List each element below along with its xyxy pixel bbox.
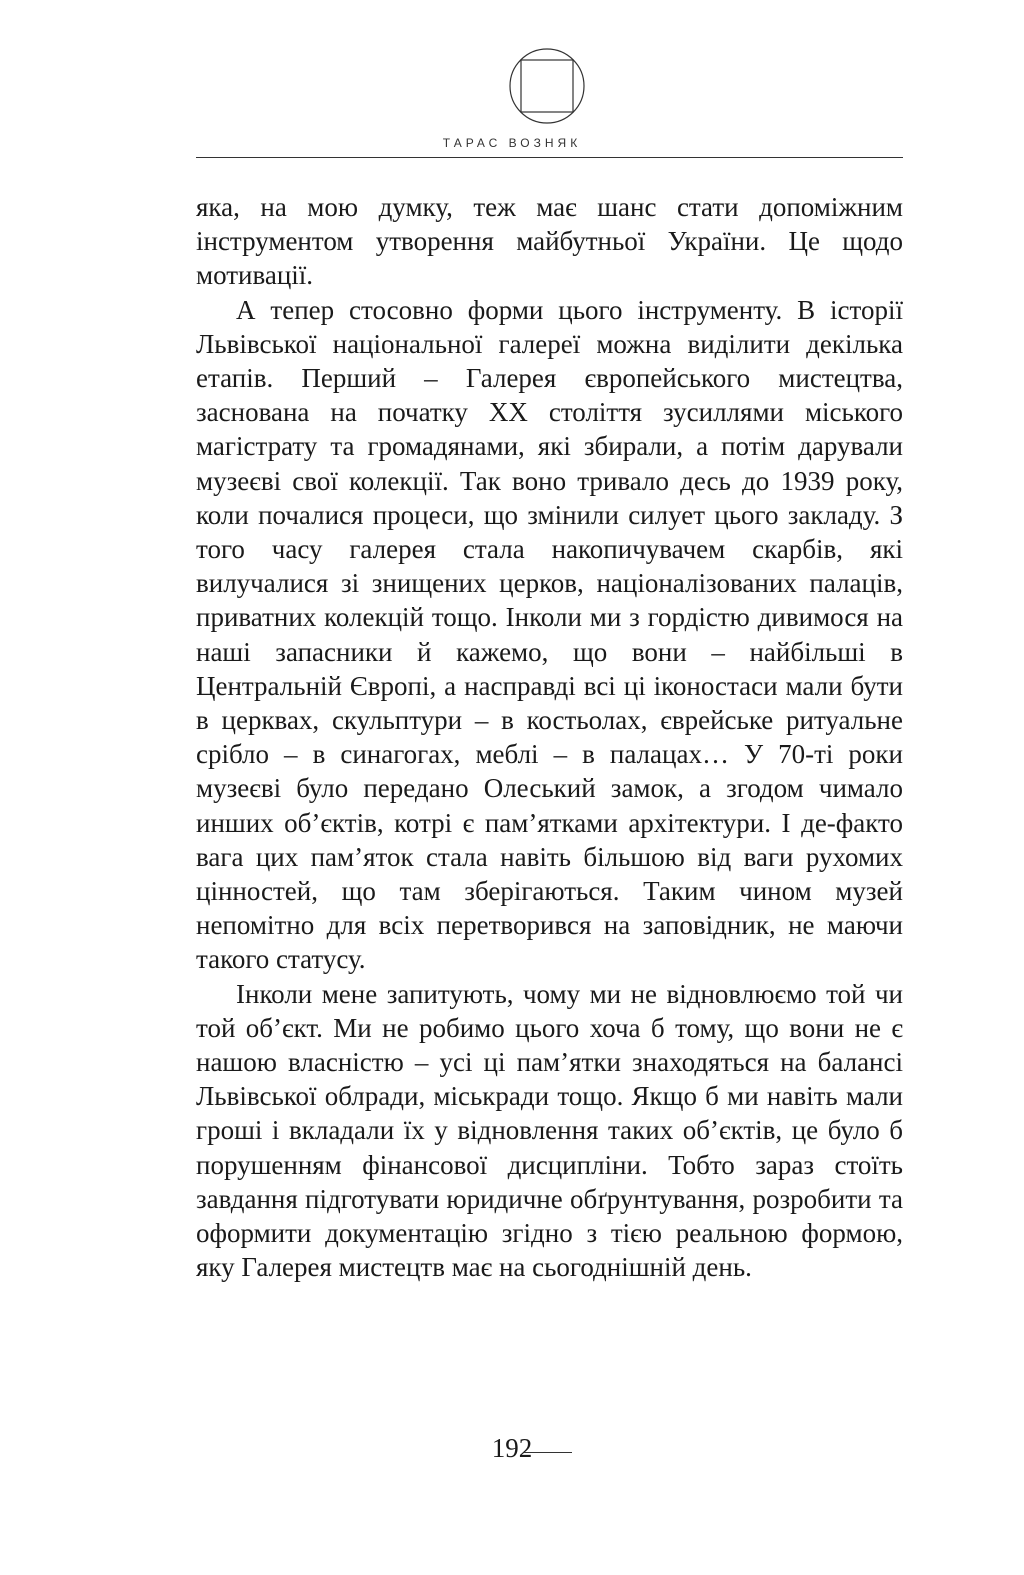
page-number: 192 <box>491 1433 533 1463</box>
paragraph: Інколи мене запитують, чому ми не відновлюємо той чи той об’єкт. Ми не робимо цього хоча б тому, що вони не є нашою власністю – усі ці пам’ятки знаходяться на балансі Львівської облради, міськради тощо. Якщо б ми навіть мали гроші і вкладали їх у відновлення таких об’єктів, це було б порушенням фінансової дисципліни. Тобто зараз стоїть завдання підготувати юридичне обґрунтування, розробити та оформити документацію згідно з тією реальною формою, яку Галерея мистецтв має на сьогоднішній день. <box>196 978 903 1283</box>
page-body <box>196 190 903 1285</box>
circle-square-emblem-icon <box>508 47 586 125</box>
paragraph: А тепер стосовно форми цього інструменту. В історії Львівської національної галереї можна виділити декілька етапів. Перший – Галерея європейського мистецтва, заснована на початку XX століття зусиллями міського магістрату та громадянами, які збирали, а потім дарували музеєві свої колекції. Так воно тривало десь до 1939 року, коли почалися процеси, що змінили силует цього закладу. З того часу галерея стала накопичувачем скарбів, які вилучалися зі знищених церков, націоналізованих палаців, приватних колекцій тощо. Інколи ми з гордістю дивимося на наші запасники й кажемо, що вони – найбільші в Центральній Європі, а насправді всі ці іконостаси мали бути в церквах, скульптури – в костьолах, єврейське ритуальне срібло – в синагогах, меблі – в палацах… У 70-ті роки музеєві було передано Олеський замок, а згодом чимало инших об’єктів, котрі є пам’ятками архітектури. І де-факто вага цих пам’яток стала навіть більшою від ваги рухомих цінностей, що там зберігаються. Таким чином музей непомітно для всіх перетворився на заповідник, не маючи такого статусу. <box>196 294 903 975</box>
running-header-author: ТАРАС ВОЗНЯК <box>442 136 582 150</box>
header-divider <box>196 157 903 158</box>
page-number-rule <box>524 1452 572 1453</box>
paragraph: яка, на мою думку, теж має шанс стати допоміжним інструментом утворення майбутньої України. Це щодо мотивації. <box>196 192 903 291</box>
